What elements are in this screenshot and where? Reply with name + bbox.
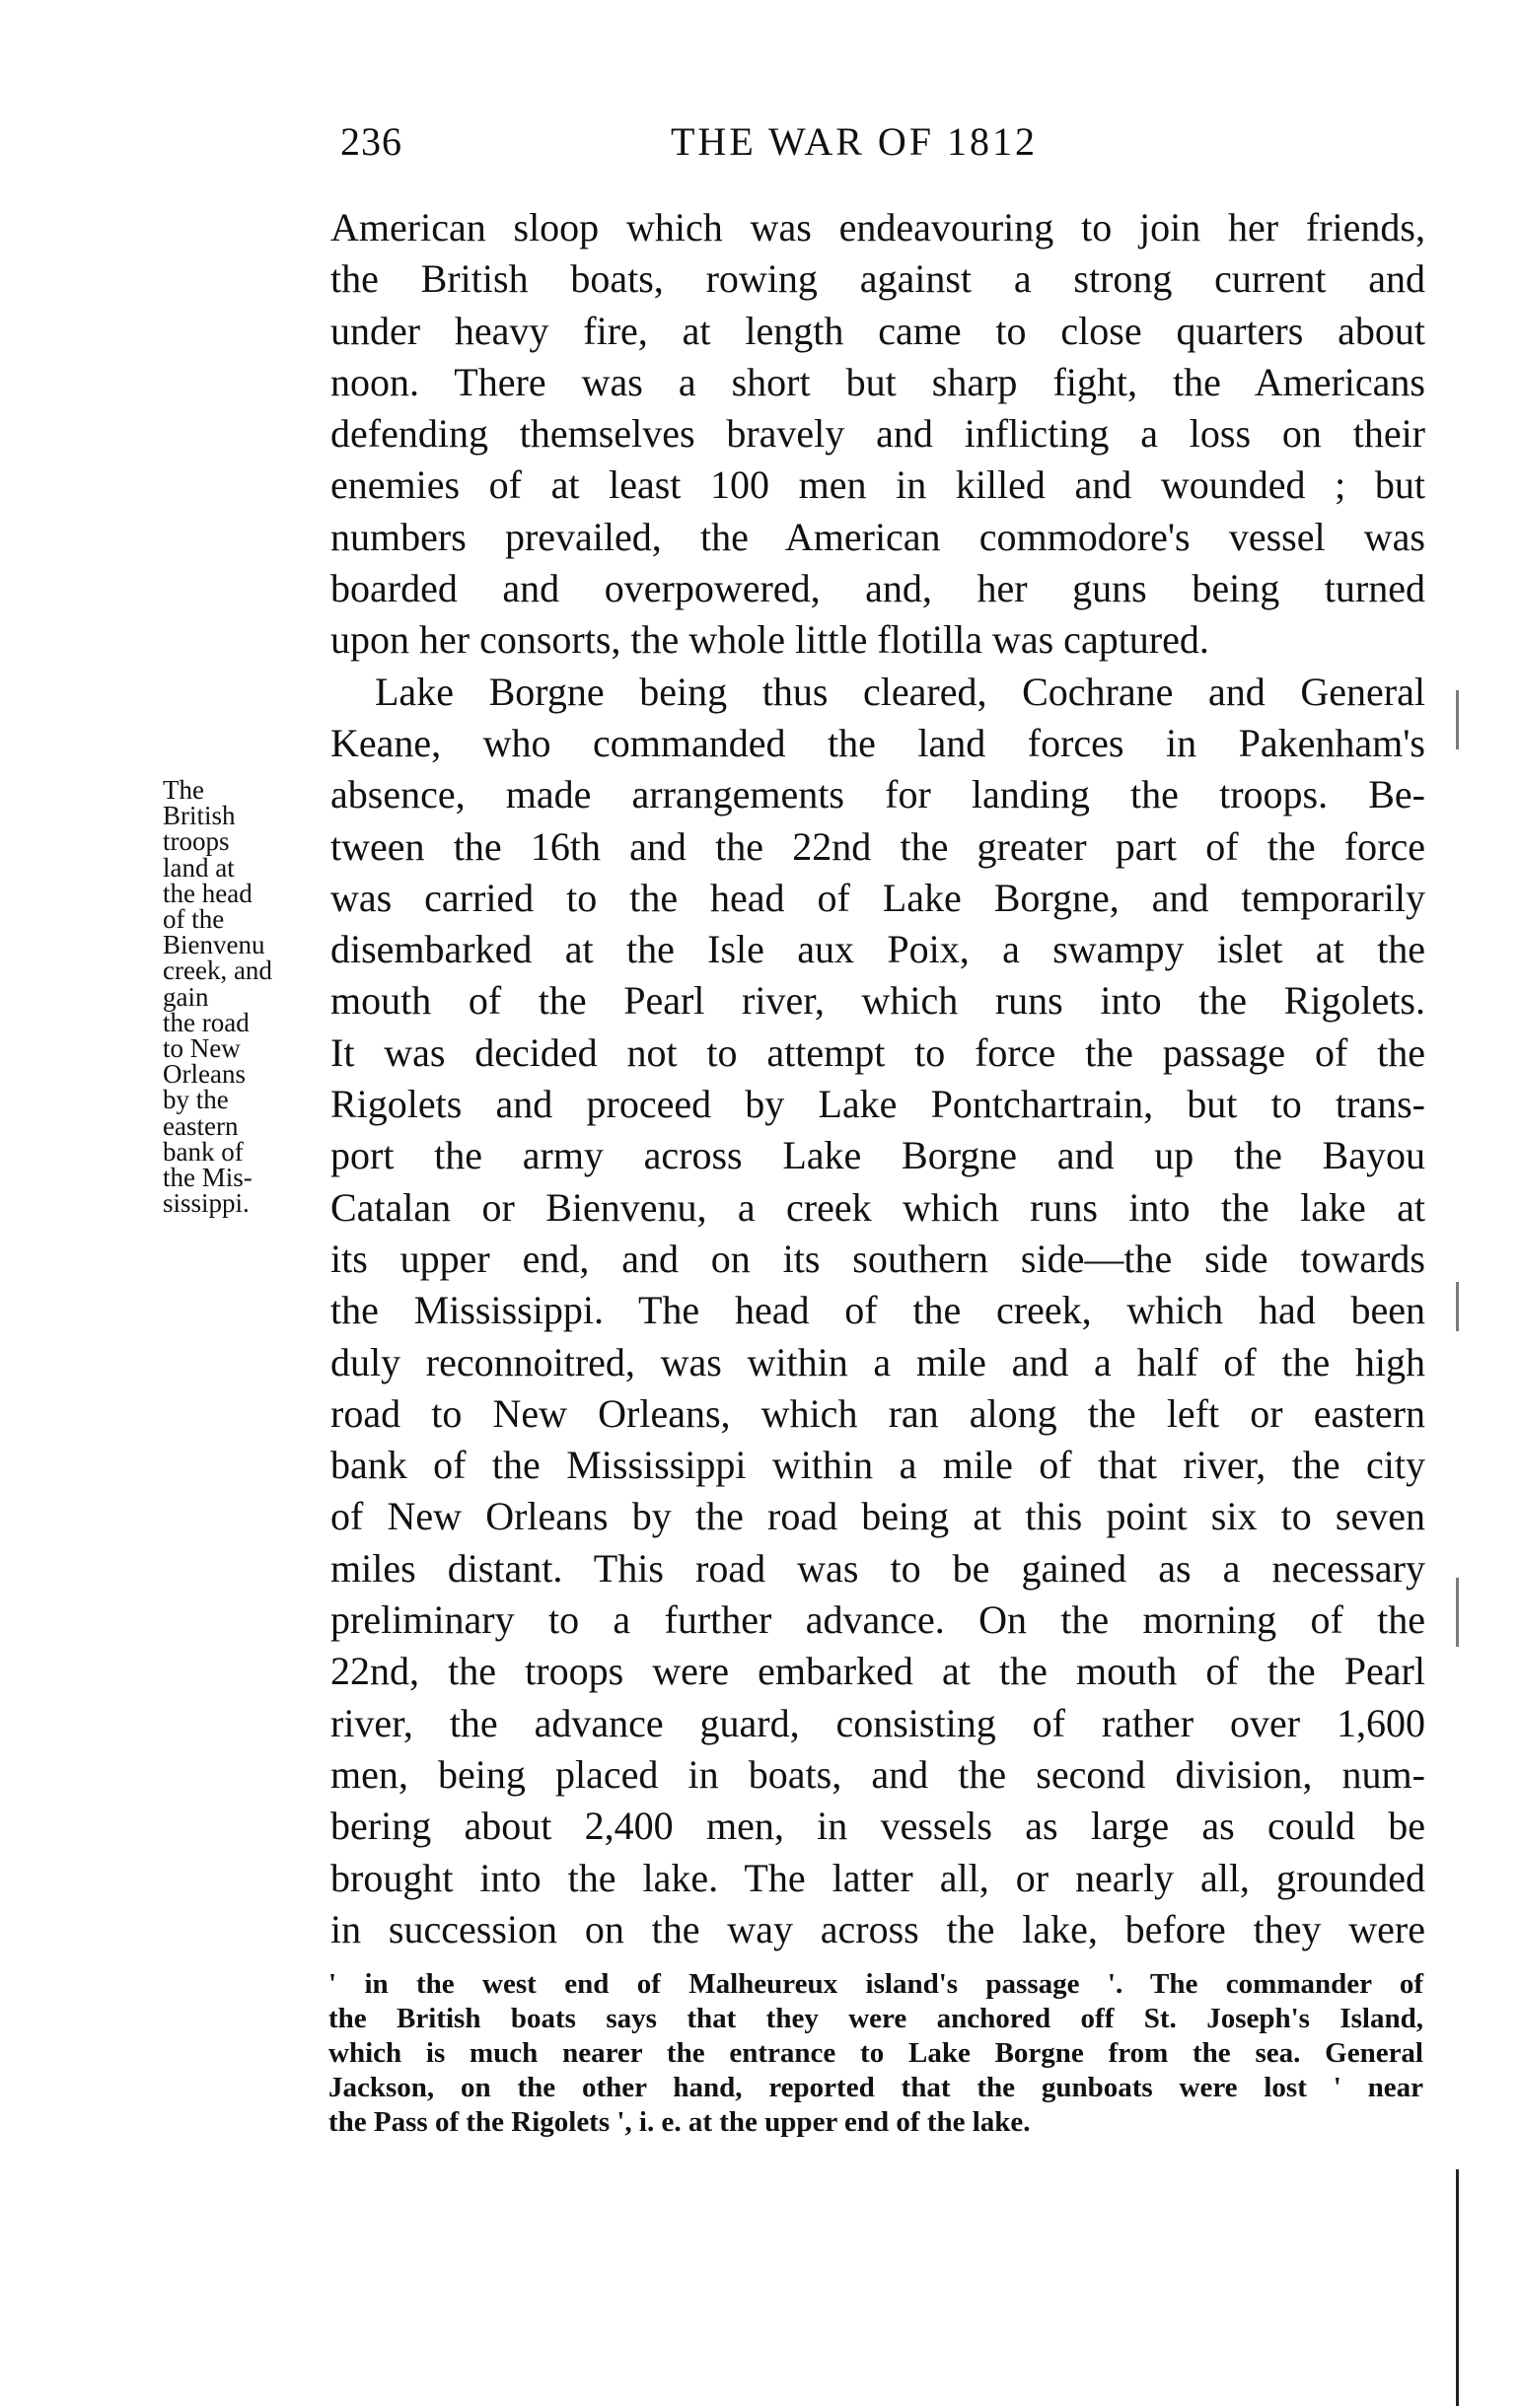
margin-note-line: Bienvenu: [163, 930, 265, 960]
body-line: in succession on the way across the lake, before they were: [330, 1906, 1425, 1951]
body-text: [330, 202, 1425, 1955]
page-edge-mark: [1456, 2169, 1459, 2406]
page-header: [340, 118, 1435, 177]
page-edge-mark: [1456, 1578, 1459, 1647]
page-number: 236: [340, 119, 402, 164]
margin-note-line: sissippi.: [163, 1188, 250, 1219]
body-line: of New Orleans by the road being at this point six to seven: [330, 1494, 1425, 1539]
body-line: Keane, who commanded the land forces in Pakenham's: [330, 720, 1425, 765]
body-line: its upper end, and on its southern side—the side towards: [330, 1236, 1425, 1281]
body-line: defending themselves bravely and inflicting a loss on their: [330, 411, 1425, 457]
body-line: numbers prevailed, the American commodore's vessel was: [330, 514, 1425, 559]
body-line: American sloop which was endeavouring to join her friends,: [330, 205, 1425, 249]
body-line: disembarked at the Isle aux Poix, a swampy islet at the: [330, 927, 1425, 972]
body-line: It was decided not to attempt to force the passage of the: [330, 1029, 1425, 1075]
body-line: bering about 2,400 men, in vessels as large as could be: [330, 1804, 1425, 1849]
margin-note: [163, 775, 326, 1219]
margin-note-line: the road: [163, 1007, 250, 1037]
running-title: THE WAR OF 1812: [671, 119, 1039, 164]
paragraph-start-line: Lake Borgne being thus cleared, Cochrane and General: [375, 669, 1425, 714]
body-line: Rigolets and proceed by Lake Pontchartrain, but to trans-: [330, 1082, 1425, 1127]
body-line: the Mississippi. The head of the creek, which had been: [330, 1288, 1425, 1333]
footnote: [328, 1967, 1423, 2140]
margin-note-line: Orleans: [163, 1059, 246, 1090]
body-line: men, being placed in boats, and the second division, num-: [330, 1751, 1425, 1797]
body-line: under heavy fire, at length came to close quarters about: [330, 308, 1425, 353]
margin-note-line: The: [163, 775, 204, 805]
body-line: preliminary to a further advance. On the morning of the: [330, 1597, 1425, 1643]
margin-note-line: eastern: [163, 1110, 239, 1141]
footnote-line: the British boats says that they were anchored off St. Joseph's Island,: [328, 2003, 1423, 2034]
margin-note-line: creek, and: [163, 956, 272, 986]
body-line: brought into the lake. The latter all, or nearly all, grounded: [330, 1855, 1425, 1900]
body-line: tween the 16th and the 22nd the greater part of the force: [330, 823, 1425, 869]
body-line: noon. There was a short but sharp fight, the Americans: [330, 359, 1425, 404]
margin-note-line: British: [163, 801, 236, 831]
body-line: 22nd, the troops were embarked at the mouth of the Pearl: [330, 1649, 1425, 1694]
body-line: was carried to the head of Lake Borgne, and temporarily: [330, 875, 1425, 920]
body-line: port the army across Lake Borgne and up the Bayou: [330, 1133, 1425, 1178]
page-edge-mark: [1456, 1282, 1459, 1331]
footnote-line: which is much nearer the entrance to Lake Borgne from the sea. General: [328, 2037, 1423, 2069]
margin-note-line: of the: [163, 904, 225, 935]
body-line: bank of the Mississippi within a mile of that river, the city: [330, 1443, 1425, 1488]
margin-note-line: bank of: [163, 1136, 244, 1167]
body-line: enemies of at least 100 men in killed and wounded ; but: [330, 462, 1425, 508]
body-line: the British boats, rowing against a strong current and: [330, 256, 1425, 302]
footnote-line: Jackson, on the other hand, reported that the gunboats were lost ' near: [328, 2072, 1423, 2103]
body-line: road to New Orleans, which ran along the left or eastern: [330, 1390, 1425, 1436]
body-line: river, the advance guard, consisting of rather over 1,600: [330, 1700, 1425, 1745]
body-line: absence, made arrangements for landing the troops. Be-: [330, 772, 1425, 817]
body-line: boarded and overpowered, and, her guns being turned: [330, 566, 1425, 611]
margin-note-line: to New: [163, 1033, 241, 1064]
margin-note-line: land at: [163, 852, 235, 883]
margin-note-line: the head: [163, 878, 253, 908]
footnote-line: the Pass of the Rigolets ', i. e. at the upper end of the lake.: [328, 2106, 1031, 2138]
margin-note-line: troops: [163, 826, 230, 857]
body-line: miles distant. This road was to be gained as a necessary: [330, 1545, 1425, 1591]
margin-note-line: by the: [163, 1085, 229, 1115]
body-line: upon her consorts, the whole little flotilla was captured.: [330, 617, 1209, 663]
margin-note-line: the Mis-: [163, 1163, 253, 1193]
page-edge-mark: [1456, 690, 1459, 749]
footnote-line: ' in the west end of Malheureux island's passage '. The commander of: [328, 1968, 1423, 2000]
body-line: duly reconnoitred, was within a mile and a half of the high: [330, 1339, 1425, 1384]
body-line: mouth of the Pearl river, which runs into the Rigolets.: [330, 978, 1425, 1024]
margin-note-line: gain: [163, 981, 209, 1012]
body-line: Catalan or Bienvenu, a creek which runs into the lake at: [330, 1184, 1425, 1230]
